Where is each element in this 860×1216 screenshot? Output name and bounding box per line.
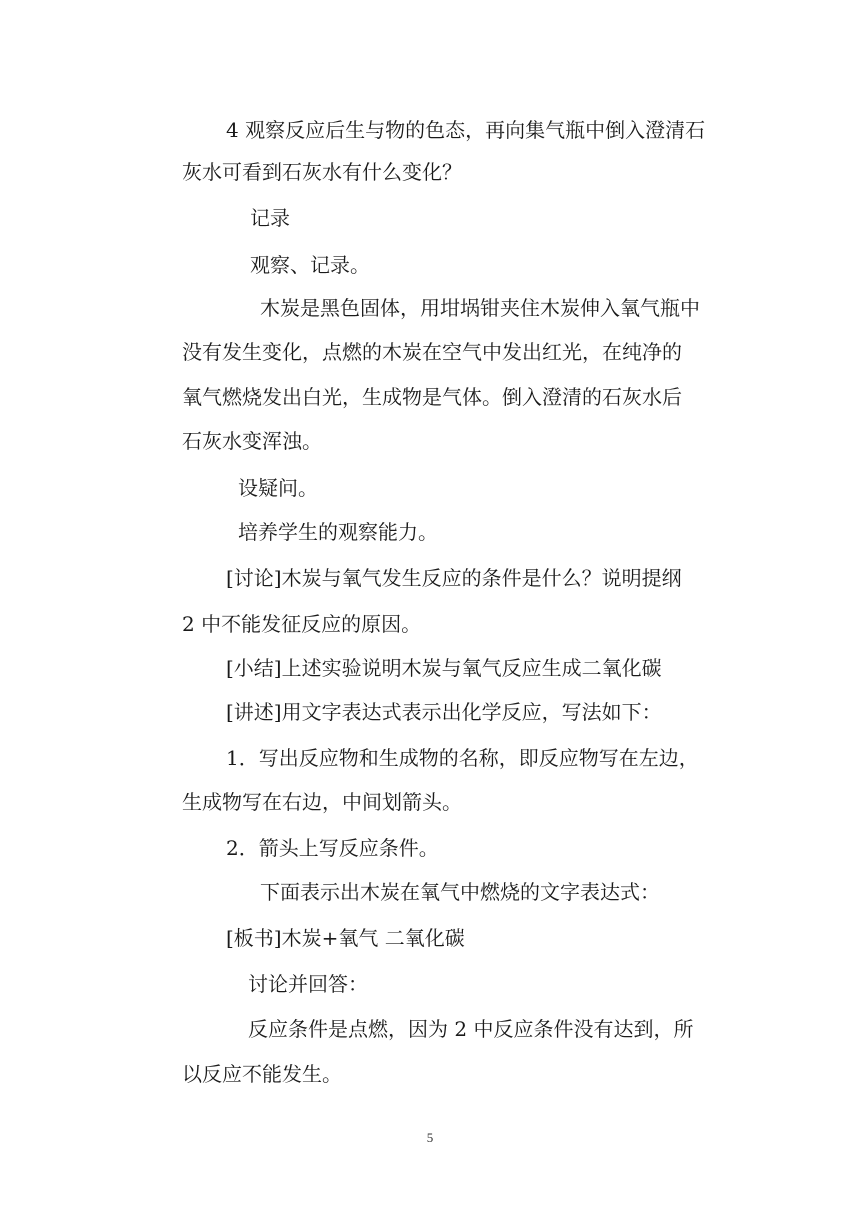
paragraph-line: 培养学生的观察能力。 bbox=[238, 520, 438, 544]
paragraph-line: 石灰水变浑浊。 bbox=[182, 429, 322, 453]
paragraph-line: [板书]木炭+氧气 二氧化碳 bbox=[226, 926, 465, 950]
paragraph-line: 记录 bbox=[250, 206, 290, 230]
paragraph-line: 下面表示出木炭在氧气中燃烧的文字表达式： bbox=[260, 880, 660, 904]
paragraph-line: [小结]上述实验说明木炭与氧气反应生成二氧化碳 bbox=[226, 656, 662, 680]
paragraph-line: 反应条件是点燃，因为 2 中反应条件没有达到，所 bbox=[248, 1017, 694, 1041]
paragraph-line: 以反应不能发生。 bbox=[182, 1062, 342, 1086]
paragraph-line: 没有发生变化，点燃的木炭在空气中发出红光，在纯净的 bbox=[182, 340, 682, 364]
paragraph-line: 4 观察反应后生与物的色态，再向集气瓶中倒入澄清石 bbox=[226, 118, 706, 142]
paragraph-line: 观察、记录。 bbox=[250, 253, 370, 277]
paragraph-line: 设疑问。 bbox=[238, 476, 318, 500]
paragraph-line: 生成物写在右边，中间划箭头。 bbox=[182, 790, 462, 814]
paragraph-line: 氧气燃烧发出白光，生成物是气体。倒入澄清的石灰水后 bbox=[182, 385, 682, 409]
paragraph-line: 讨论并回答： bbox=[248, 972, 368, 996]
paragraph-line: [讨论]木炭与氧气发生反应的条件是什么？说明提纲 bbox=[226, 566, 682, 590]
paragraph-line: 灰水可看到石灰水有什么变化？ bbox=[182, 160, 462, 184]
paragraph-line: [讲述]用文字表达式表示出化学反应，写法如下： bbox=[226, 700, 662, 724]
paragraph-line: 2 中不能发征反应的原因。 bbox=[182, 612, 422, 636]
page-number: 5 bbox=[426, 1130, 434, 1145]
paragraph-line: 2．箭头上写反应条件。 bbox=[226, 836, 439, 860]
paragraph-line: 1．写出反应物和生成物的名称，即反应物写在左边， bbox=[226, 746, 699, 770]
paragraph-line: 木炭是黑色固体，用坩埚钳夹住木炭伸入氧气瓶中 bbox=[260, 296, 700, 320]
